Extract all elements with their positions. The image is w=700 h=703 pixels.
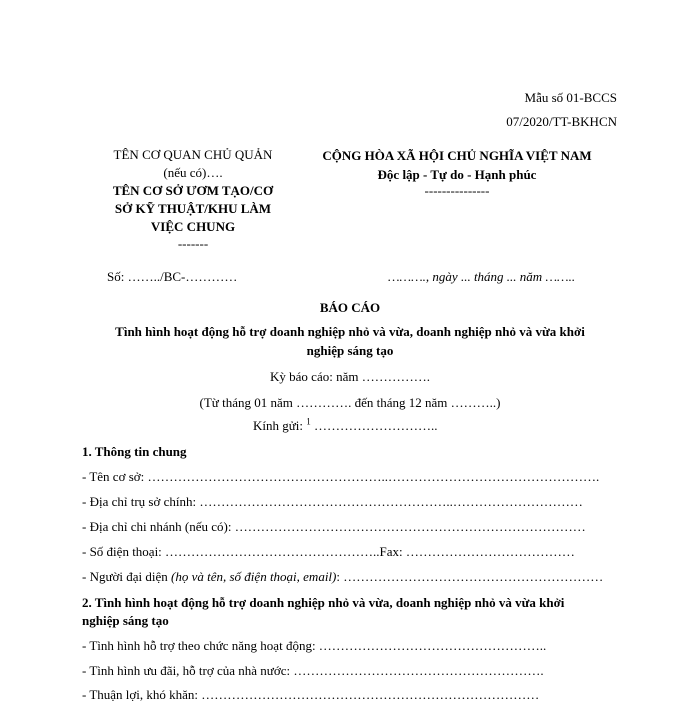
- recipient-line: [253, 418, 438, 434]
- report-subtitle-2: nghiệp sáng tạo: [306, 343, 394, 358]
- right-header: [262, 146, 652, 198]
- left-divider: -------: [177, 236, 209, 251]
- representative-dots: : ……………………………………………………: [336, 569, 604, 584]
- section-2-heading-2: nghiệp sáng tạo: [82, 613, 169, 628]
- representative-label: - Người đại diện: [82, 569, 172, 584]
- field-difficulties: - Thuận lợi, khó khăn: ……………………………………………………………………: [82, 687, 540, 702]
- report-period: Kỳ báo cáo: năm …………….: [270, 369, 430, 384]
- report-subtitle-1: Tình hình hoạt động hỗ trợ doanh nghiệp nhỏ và vừa, doanh nghiệp nhỏ và vừa khởi: [115, 324, 585, 339]
- field-branch: - Địa chỉ chi nhánh (nếu có): ………………………………………………………………………: [82, 519, 586, 534]
- form-code: Mẫu số 01-BCCS: [524, 90, 617, 105]
- field-head-office: - Địa chỉ trụ sở chính: …………………………………………………..…………………………: [82, 494, 583, 509]
- document-number: Số: ……../BC-…………: [107, 269, 238, 284]
- national-title: CỘNG HÒA XÃ HỘI CHỦ NGHĨA VIỆT NAM: [322, 148, 592, 163]
- facility-line-3: VIỆC CHUNG: [150, 219, 236, 234]
- recipient-dots: ………………………..: [314, 418, 438, 433]
- recipient-footnote: 1: [306, 416, 311, 427]
- circular-number: 07/2020/TT-BKHCN: [506, 114, 617, 129]
- field-representative: [82, 569, 603, 585]
- national-motto: Độc lập - Tự do - Hạnh phúc: [377, 167, 537, 182]
- report-title: BÁO CÁO: [319, 300, 381, 315]
- section-2-heading-1: 2. Tình hình hoạt động hỗ trợ doanh nghiệp nhỏ và vừa, doanh nghiệp nhỏ và vừa khởi: [82, 595, 565, 610]
- right-divider: ---------------: [424, 183, 490, 198]
- agency-note: (nếu có)….: [163, 165, 223, 180]
- facility-line-2: SỞ KỸ THUẬT/KHU LÀM: [114, 201, 272, 216]
- representative-hint: (họ và tên, số điện thoại, email): [171, 569, 337, 584]
- report-period-range: (Từ tháng 01 năm …………. đến tháng 12 năm ………..): [199, 395, 501, 410]
- facility-line-1: TÊN CƠ SỞ ƯƠM TẠO/CƠ: [112, 183, 274, 198]
- field-support-function: - Tình hình hỗ trợ theo chức năng hoạt động: ……………………………………………..: [82, 638, 547, 653]
- recipient-label: Kính gửi:: [253, 418, 304, 433]
- field-phone-fax: - Số điện thoại: …………………………………………..Fax: …………………………………: [82, 544, 575, 559]
- field-state-incentives: - Tình hình ưu đãi, hỗ trợ của nhà nước: ………………………………………………….: [82, 663, 544, 678]
- agency-name: TÊN CƠ QUAN CHỦ QUẢN: [113, 147, 273, 162]
- place-date: ………., ngày ... tháng ... năm ……..: [388, 269, 576, 284]
- section-1-heading: 1. Thông tin chung: [82, 444, 187, 459]
- field-name: - Tên cơ sở: ………………………………………………..………………………………………….: [82, 469, 600, 484]
